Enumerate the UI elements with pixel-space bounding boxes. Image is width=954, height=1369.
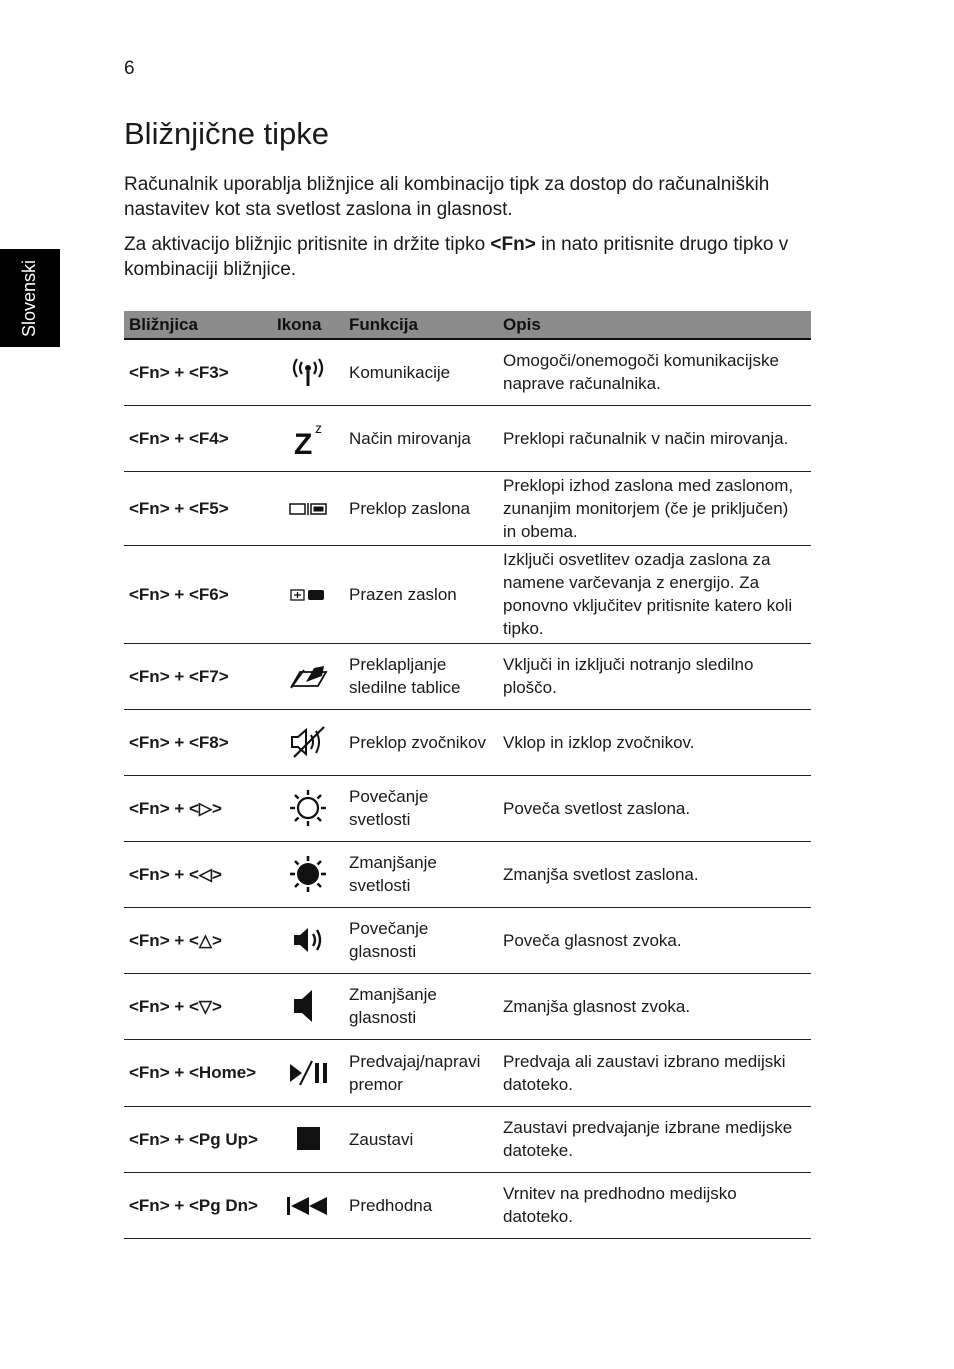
function-name: Način mirovanja (344, 405, 498, 471)
shortcut-key: <Fn> + <△> (124, 907, 272, 973)
function-name: Prazen zaslon (344, 545, 498, 643)
previous-icon (285, 1195, 331, 1217)
sleep-icon (288, 418, 328, 458)
shortcut-key: <Fn> + <◁> (124, 841, 272, 907)
intro-paragraph: Računalnik uporablja bližnjice ali kombinacijo tipk za dostop do računalniških nastavitev kot sta svetlost zaslona in glasnost. (124, 174, 770, 220)
description: Izključi osvetlitev ozadja zaslona za namene varčevanja z energijo. Za ponovno vključitev pritisnite katero koli tipko. (498, 545, 811, 643)
function-name: Povečanje glasnosti (344, 907, 498, 973)
instruction-text-after: in nato pritisnite drugo tipko v kombinaciji bližnjice. (124, 234, 789, 280)
table-row (124, 545, 811, 643)
stop-icon (288, 1126, 328, 1152)
instruction-paragraph (124, 232, 824, 282)
shortcut-key: <Fn> + <F7> (124, 643, 272, 709)
shortcut-key: <Fn> + <▷> (124, 775, 272, 841)
table-row (124, 775, 811, 841)
description: Predvaja ali zaustavi izbrano medijski datoteko. (498, 1039, 811, 1106)
description: Poveča svetlost zaslona. (498, 775, 811, 841)
shortcut-key: <Fn> + <Pg Dn> (124, 1172, 272, 1238)
table-row (124, 1172, 811, 1238)
description: Zmanjša svetlost zaslona. (498, 841, 811, 907)
table-row (124, 709, 811, 775)
description: Omogoči/onemogoči komunikacijske naprave računalnika. (498, 339, 811, 405)
table-header-row (124, 311, 811, 339)
shortcut-key: <Fn> + <F6> (124, 545, 272, 643)
table-row (124, 1039, 811, 1106)
screen-blank-icon (288, 588, 328, 602)
communication-icon (288, 356, 328, 388)
description: Preklopi računalnik v način mirovanja. (498, 405, 811, 471)
fn-key-label: <Fn> (490, 234, 536, 255)
description: Preklopi izhod zaslona med zaslonom, zunanjim monitorjem (če je priključen) in obema. (498, 471, 811, 545)
shortcut-key: <Fn> + <Pg Up> (124, 1106, 272, 1172)
shortcut-key: <Fn> + <F8> (124, 709, 272, 775)
language-tab-label: Slovenski (19, 259, 40, 337)
shortcut-key: <Fn> + <F3> (124, 339, 272, 405)
description: Poveča glasnost zvoka. (498, 907, 811, 973)
shortcut-key: <Fn> + <Home> (124, 1039, 272, 1106)
shortcut-key: <Fn> + <F5> (124, 471, 272, 545)
page-number: 6 (124, 58, 135, 79)
shortcut-table (124, 311, 811, 1239)
page-title: Bližnjične tipke (124, 116, 330, 151)
volume-up-icon (288, 923, 328, 957)
table-row (124, 907, 811, 973)
volume-down-icon (288, 986, 328, 1026)
table-row (124, 643, 811, 709)
shortcut-key: <Fn> + <▽> (124, 973, 272, 1039)
table-row (124, 973, 811, 1039)
function-name: Preklop zvočnikov (344, 709, 498, 775)
brightness-up-icon (288, 788, 328, 828)
function-name: Povečanje svetlosti (344, 775, 498, 841)
svg-text:z: z (315, 420, 322, 436)
language-tab (0, 249, 60, 347)
description: Vklop in izklop zvočnikov. (498, 709, 811, 775)
description: Vrnitev na predhodno medijsko datoteko. (498, 1172, 811, 1238)
function-name: Predhodna (344, 1172, 498, 1238)
header-function: Funkcija (344, 311, 498, 339)
brightness-down-icon (288, 854, 328, 894)
play-pause-icon (286, 1059, 330, 1087)
description: Zmanjša glasnost zvoka. (498, 973, 811, 1039)
description: Vključi in izključi notranjo sledilno ploščo. (498, 643, 811, 709)
table-row (124, 405, 811, 471)
display-toggle-icon (288, 501, 328, 517)
shortcut-key: <Fn> + <F4> (124, 405, 272, 471)
header-shortcut: Bližnjica (124, 311, 272, 339)
function-name: Zaustavi (344, 1106, 498, 1172)
function-name: Preklop zaslona (344, 471, 498, 545)
instruction-text-before: Za aktivacijo bližnjic pritisnite in držite tipko (124, 234, 491, 255)
function-name: Zmanjšanje glasnosti (344, 973, 498, 1039)
speaker-toggle-icon (288, 725, 328, 759)
svg-text:Z: Z (294, 428, 313, 458)
table-row (124, 339, 811, 405)
function-name: Zmanjšanje svetlosti (344, 841, 498, 907)
function-name: Komunikacije (344, 339, 498, 405)
header-description: Opis (498, 311, 811, 339)
description: Zaustavi predvajanje izbrane medijske datoteke. (498, 1106, 811, 1172)
table-row (124, 1106, 811, 1172)
table-row (124, 471, 811, 545)
function-name: Predvajaj/napravi premor (344, 1039, 498, 1106)
function-name: Preklapljanje sledilne tablice (344, 643, 498, 709)
header-icon: Ikona (272, 311, 344, 339)
touchpad-toggle-icon (288, 662, 328, 690)
table-row (124, 841, 811, 907)
